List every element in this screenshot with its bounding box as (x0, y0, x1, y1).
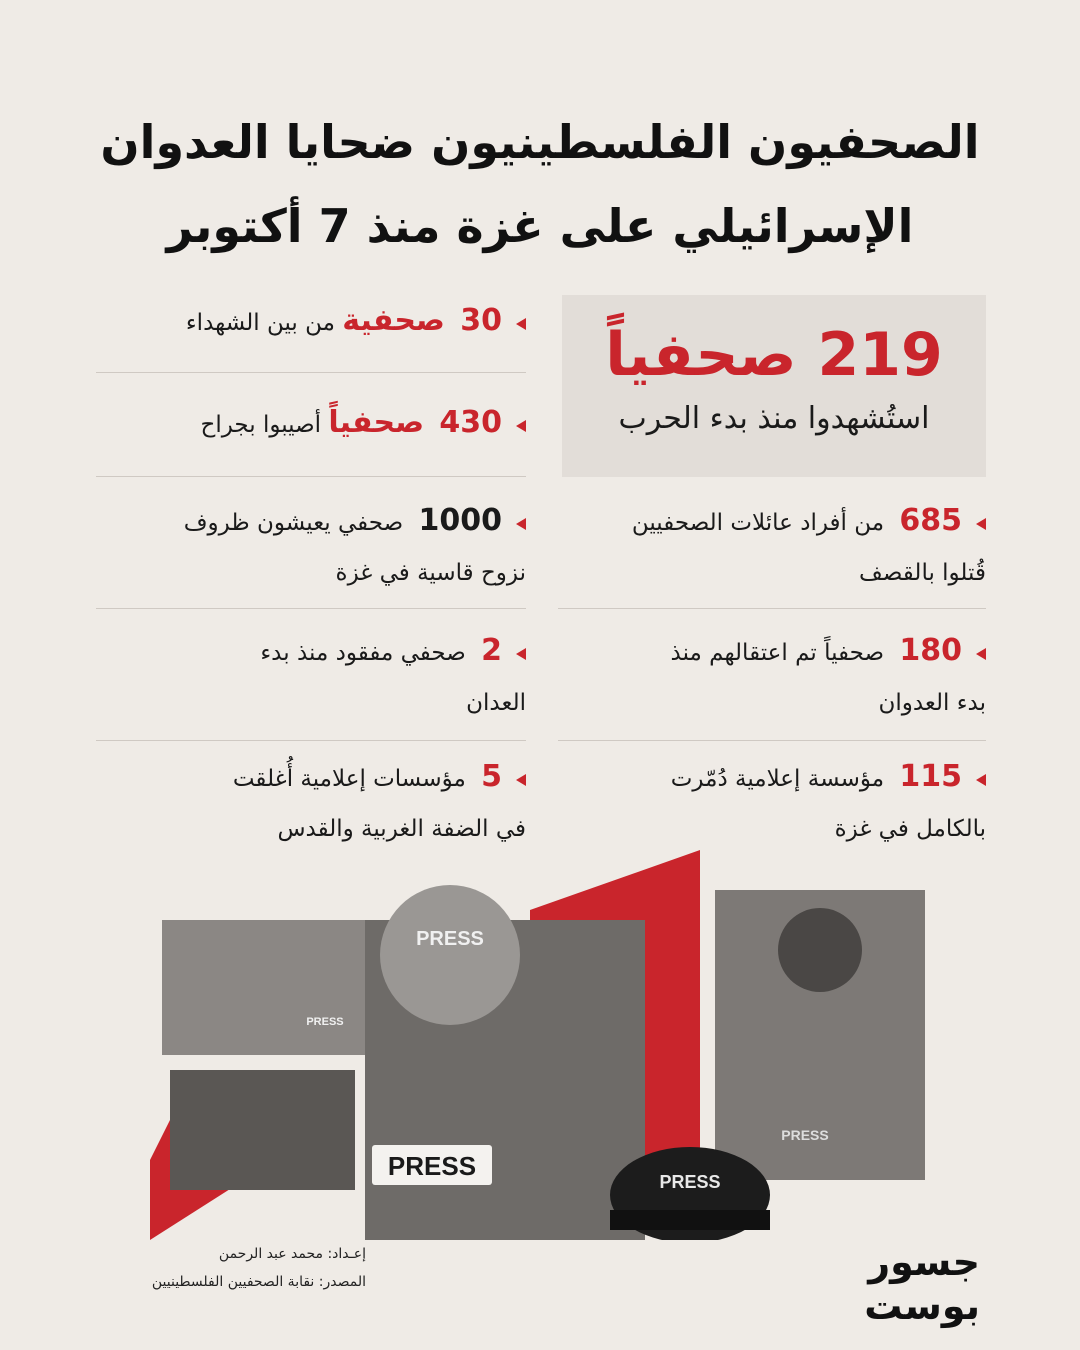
press-label: PRESS (659, 1172, 721, 1192)
stat-text: مؤسسة إعلامية دُمّرت (670, 766, 885, 792)
stat-number: 685 (899, 503, 962, 538)
stat-number: 1000 (418, 503, 502, 538)
stat-text: من أفراد عائلات الصحفيين (631, 510, 885, 536)
stat-number: 5 (481, 759, 502, 794)
stat-number: 2 (481, 633, 502, 668)
page-title (60, 100, 1020, 268)
divider (96, 740, 526, 741)
press-label: PRESS (387, 1151, 477, 1181)
divider (558, 608, 986, 609)
photo-collage (150, 840, 930, 1240)
stat-text: صحفي مفقود منذ بدء (260, 640, 466, 666)
stat-highlight: صحفياً (328, 405, 425, 440)
divider (558, 740, 986, 741)
stat-number: 30 (460, 303, 502, 338)
stat-text-line-2: قُتلوا بالقصف (859, 560, 986, 586)
stat-closed-institutions (96, 752, 526, 854)
stat-text-line-2: في الضفة الغربية والقدس (277, 816, 526, 842)
brand-logo: جسور بوست (864, 1240, 980, 1328)
stat-text-line-2: نزوح قاسية في غزة (335, 560, 526, 586)
stat-text: أصيبوا بجراح (200, 412, 322, 438)
crowd-photo (162, 920, 382, 1055)
stat-injured (96, 398, 526, 450)
press-helmet-icon (380, 885, 520, 1025)
hero-subtitle: استُشهدوا منذ بدء الحرب (618, 401, 930, 436)
stat-displaced (96, 496, 526, 598)
credit-source: المصدر: نقابة الصحفيين الفلسطينيين (151, 1274, 366, 1290)
title-line-2: الإسرائيلي على غزة منذ 7 أكتوبر (166, 199, 914, 253)
stat-text: صحفي يعيشون ظروف (183, 510, 404, 536)
stat-text-line-2: بدء العدوان (878, 690, 986, 716)
arrow-icon (516, 318, 526, 330)
arrow-icon (516, 518, 526, 530)
stat-female-journalists (96, 296, 526, 348)
divider (96, 476, 526, 477)
title-line-1: الصحفيون الفلسطينيون ضحايا العدوان (100, 115, 980, 169)
arrow-icon (516, 648, 526, 660)
stat-number: 180 (899, 633, 962, 668)
arrow-icon (516, 774, 526, 786)
hero-number: 219 صحفياً (605, 320, 943, 390)
press-label: PRESS (306, 1016, 344, 1028)
divider (96, 372, 526, 373)
stat-highlight: صحفية (342, 303, 445, 338)
stat-text: صحفياً تم اعتقالهم منذ (670, 640, 885, 666)
stat-text-line-2: بالكامل في غزة (834, 816, 986, 842)
stat-number: 430 (439, 405, 502, 440)
stat-text: من بين الشهداء (185, 310, 335, 336)
arrow-icon (976, 648, 986, 660)
arrow-icon (976, 774, 986, 786)
stat-text-line-2: العدان (466, 690, 526, 716)
divider (96, 608, 526, 609)
stat-number: 115 (899, 759, 962, 794)
arrow-icon (976, 518, 986, 530)
stat-destroyed-institutions (558, 752, 986, 854)
credits (96, 1240, 366, 1296)
stat-missing (96, 626, 526, 728)
soldiers-photo (170, 1070, 355, 1190)
stat-family-killed (558, 496, 986, 598)
press-label: PRESS (416, 928, 484, 950)
credit-prepared-by: إعـداد: محمد عبد الرحمن (218, 1246, 366, 1262)
press-label: PRESS (781, 1127, 829, 1143)
stat-text: مؤسسات إعلامية أُغلقت (232, 766, 466, 792)
arrow-icon (516, 420, 526, 432)
stat-arrested (558, 626, 986, 728)
hero-panel (562, 295, 986, 477)
